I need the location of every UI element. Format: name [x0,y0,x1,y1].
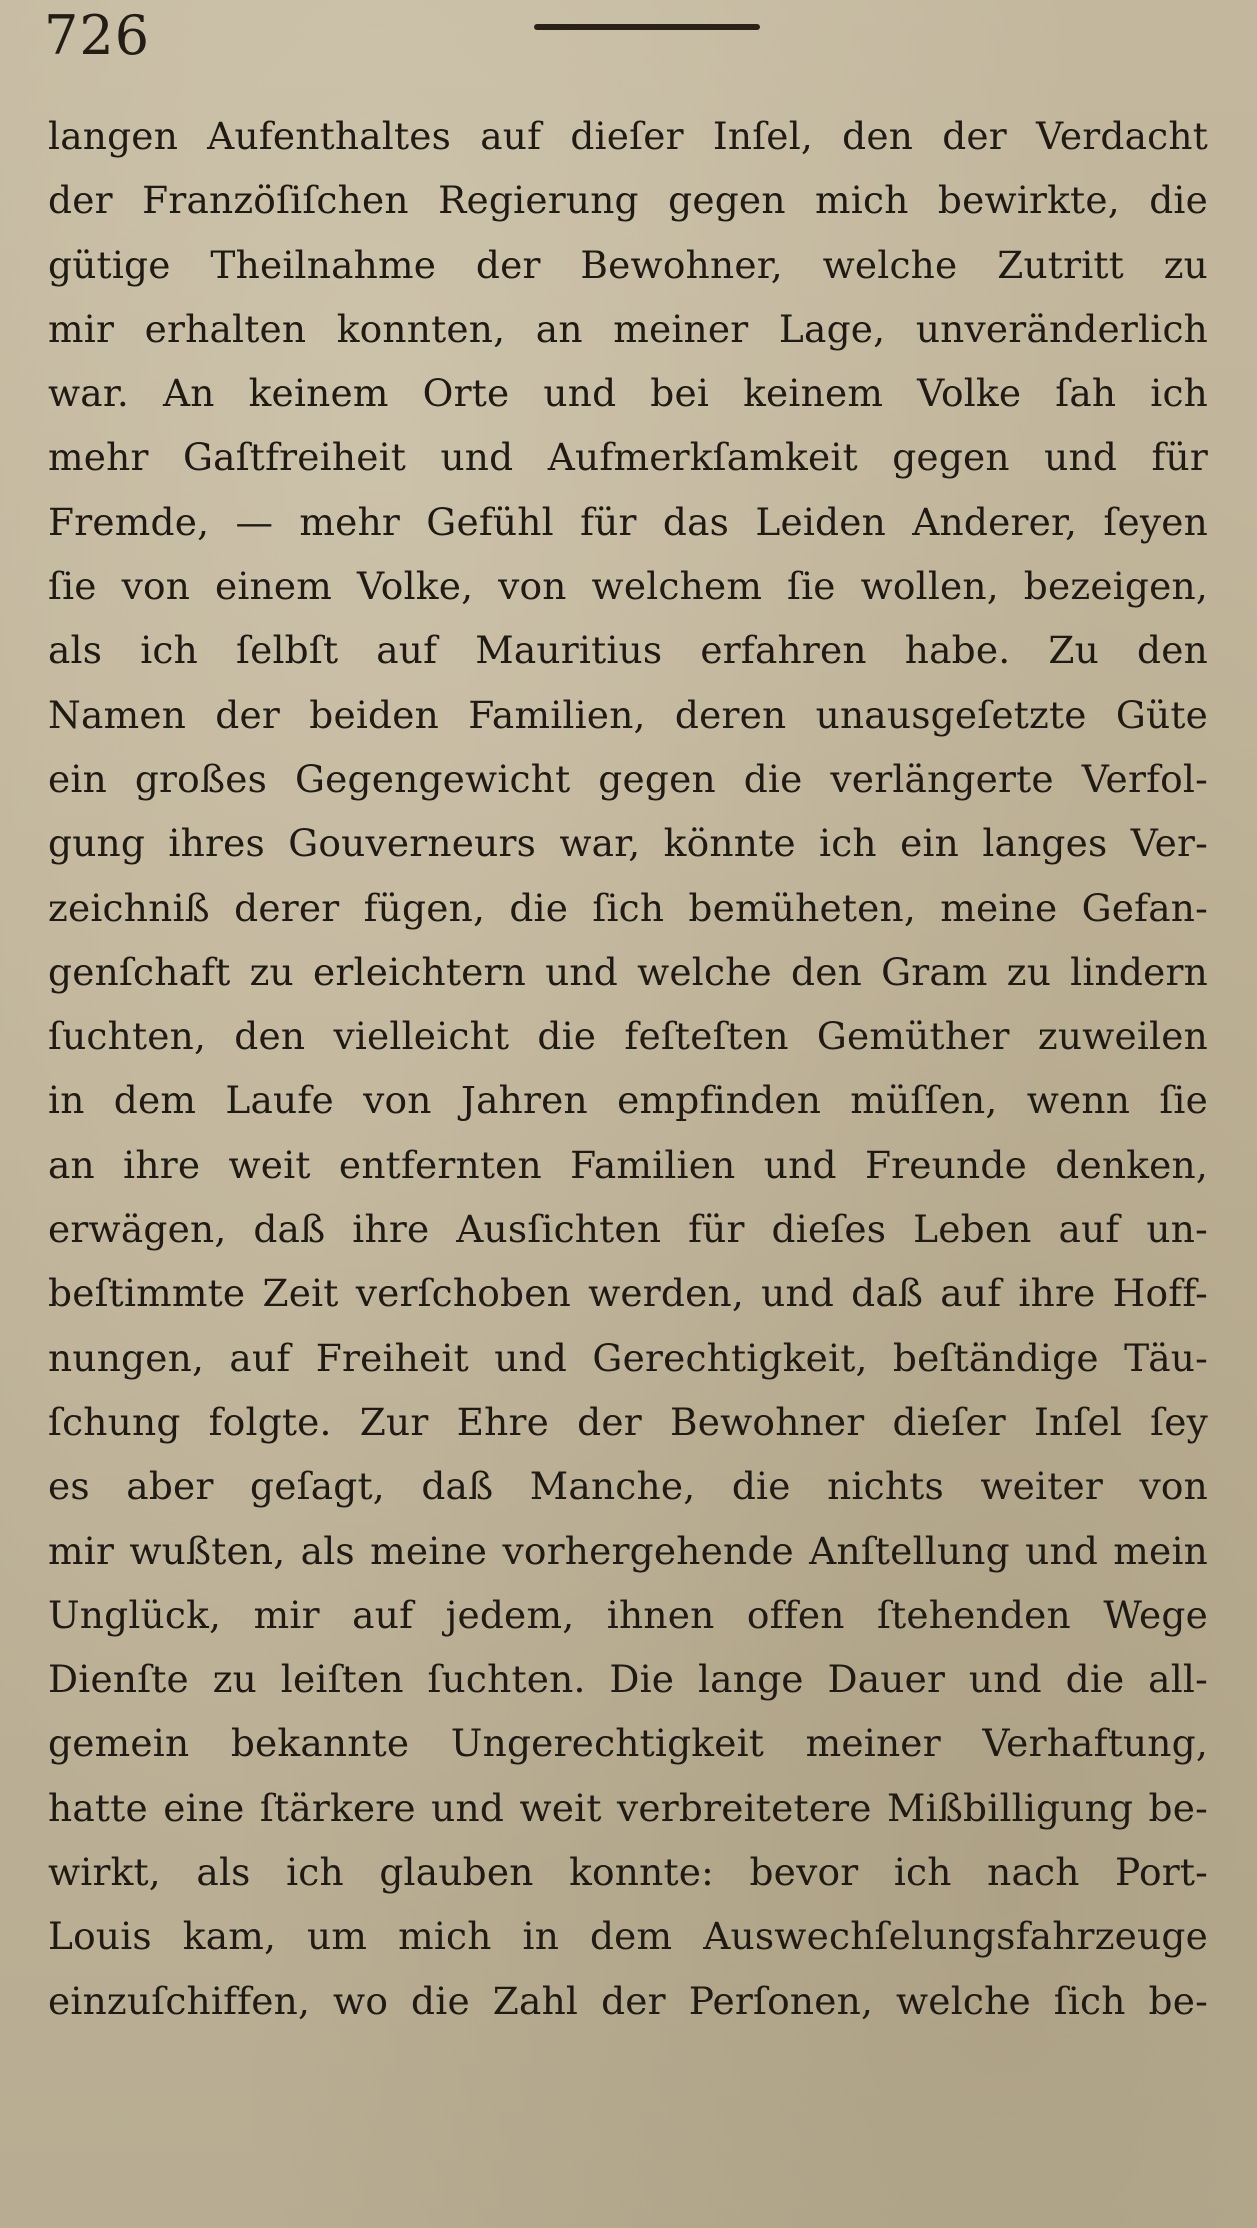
text-line: einzuſchiffen, wo die Zahl der Perſonen, welche ſich be- [48,1978,1208,2023]
text-line: gung ihres Gouverneurs war, könnte ich ein langes Ver- [48,821,1208,866]
text-line: gemein bekannte Ungerechtigkeit meiner Verhaftung, [48,1721,1208,1766]
text-line: in dem Laufe von Jahren empfinden müſſen, wenn ſie [48,1078,1208,1123]
text-line: ſuchten, den vielleicht die feſteſten Gemüther zuweilen [48,1014,1208,1059]
text-line: erwägen, daß ihre Ausſichten für dieſes Leben auf un- [48,1207,1208,1252]
text-line: langen Aufenthaltes auf dieſer Inſel, den der Verdacht [48,114,1208,158]
text-line: es aber geſagt, daß Manche, die nichts weiter von [48,1464,1208,1509]
text-line: Namen der beiden Familien, deren unausgeſetzte Güte [48,692,1208,737]
text-line: an ihre weit entfernten Familien und Freunde denken, [48,1142,1208,1187]
text-line: war. An keinem Orte und bei keinem Volke ſah ich [48,371,1208,416]
text-line: mir wußten, als meine vorhergehende Anſtellung und mein [48,1528,1208,1573]
text-line: Fremde, — mehr Gefühl für das Leiden Anderer, ſeyen [48,499,1208,544]
text-line: zeichniß derer fügen, die ſich bemüheten, meine Gefan- [48,885,1208,930]
text-line: mir erhalten konnten, an meiner Lage, unveränderlich [48,306,1208,351]
text-line: genſchaft zu erleichtern und welche den Gram zu lindern [48,949,1208,994]
text-line: der Franzöſiſchen Regierung gegen mich bewirkte, die [48,178,1208,223]
text-line: ſie von einem Volke, von welchem ſie wollen, bezeigen, [48,564,1208,609]
text-line: Louis kam, um mich in dem Auswechſelungsfahrzeuge [48,1914,1208,1959]
text-line: hatte eine ſtärkere und weit verbreitetere Mißbilligung be- [48,1785,1208,1830]
text-line: Unglück, mir auf jedem, ihnen offen ſtehenden Wege [48,1592,1208,1637]
text-line: ein großes Gegengewicht gegen die verlängerte Verfol- [48,756,1208,801]
text-line: ſchung folgte. Zur Ehre der Bewohner dieſer Inſel ſey [48,1399,1208,1444]
text-line: nungen, auf Freiheit und Gerechtigkeit, beſtändige Täu- [48,1335,1208,1380]
text-line: mehr Gaſtfreiheit und Aufmerkſamkeit gegen und für [48,435,1208,480]
body-text [48,104,1208,2033]
text-line: als ich ſelbſt auf Mauritius erfahren habe. Zu den [48,628,1208,673]
page-number: 726 [44,4,151,67]
text-line: wirkt, als ich glauben konnte: bevor ich nach Port- [48,1850,1208,1895]
text-line: beſtimmte Zeit verſchoben werden, und daß auf ihre Hoff- [48,1271,1208,1316]
text-line: Dienſte zu leiſten ſuchten. Die lange Dauer und die all- [48,1657,1208,1702]
header-rule [534,24,760,30]
text-line: gütige Theilnahme der Bewohner, welche Zutritt zu [48,242,1208,287]
